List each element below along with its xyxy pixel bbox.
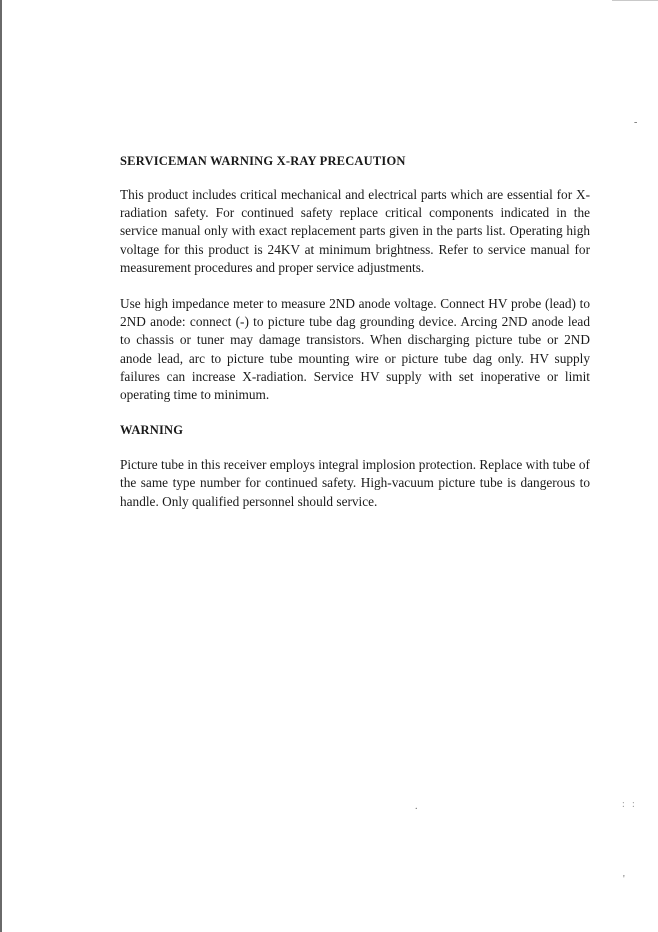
heading-warning: WARNING — [120, 423, 184, 438]
scan-top-rule — [612, 0, 658, 1]
scan-speck: : — [632, 799, 635, 810]
paragraph-anode-voltage: Use high impedance meter to measure 2ND anode voltage. Connect HV probe (lead) to 2ND anode: connect (-) to picture tube dag grounding device. Arcing 2ND anode lead to chassis or tuner may damage transistors. When discharging picture tube or 2ND anode lead, arc to picture tube mounting wire or picture tube dag only. HV supply failures can increase X-radiation. Service HV supply with set inoperative or limit operating time to minimum. — [120, 296, 590, 403]
heading-xray-precaution: SERVICEMAN WARNING X-RAY PRECAUTION — [120, 154, 406, 168]
scan-speck: . — [415, 801, 418, 812]
scan-speck: : — [622, 799, 625, 810]
scan-speck: - — [634, 117, 638, 128]
paragraph-critical-parts: This product includes critical mechanical and electrical parts which are essential for X-radiation safety. For continued safety replace critical components indicated in the service manual only with exact replacement parts given in the parts list. Operating high voltage for this product is 24KV at minimum brightness. Refer to service manual for measurement procedures and proper service adjustments. — [120, 187, 590, 275]
scan-left-edge — [0, 0, 2, 932]
paragraph-implosion-protection: Picture tube in this receiver employs integral implosion protection. Replace with tube of the same type number for continued safety. High-vacuum picture tube is dangerous to handle. Only qualified personnel should service. — [120, 457, 590, 509]
document-body — [120, 152, 590, 511]
scan-speck: ' — [623, 874, 625, 885]
